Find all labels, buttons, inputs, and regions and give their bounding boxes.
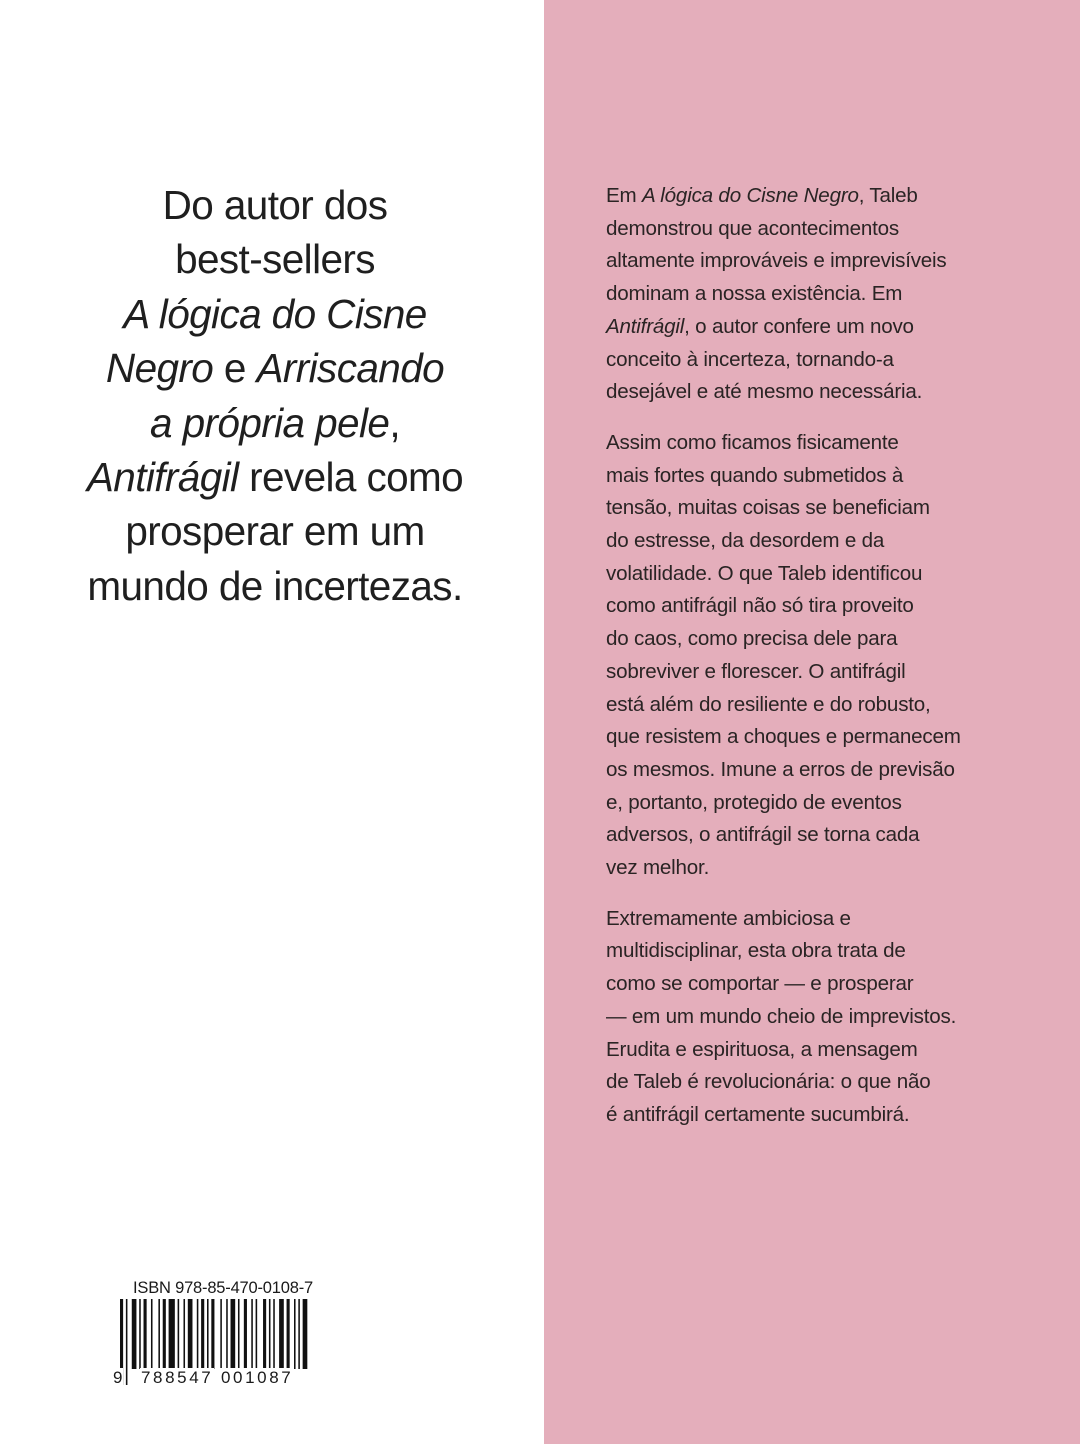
text-segment: do estresse, da desordem e da	[606, 529, 885, 553]
description-line	[606, 278, 1026, 311]
text-segment: sobreviver e florescer. O antifrágil	[606, 659, 906, 683]
text-segment: mais fortes quando submetidos à	[606, 463, 904, 487]
description-paragraph	[606, 903, 1026, 1132]
barcode-bar	[256, 1299, 258, 1369]
text-segment: tensão, muitas coisas se beneficiam	[606, 496, 930, 520]
text-segment: que resistem a choques e permanecem	[606, 725, 961, 749]
book-description	[606, 180, 1026, 1150]
barcode-bar	[158, 1299, 160, 1369]
text-segment: altamente improváveis e imprevisíveis	[606, 249, 947, 273]
italic-title-text: Antifrágil	[606, 314, 685, 338]
barcode-bar	[151, 1299, 153, 1369]
italic-title-text: Arriscando	[256, 345, 445, 392]
barcode-digits-left: 788547	[141, 1368, 214, 1387]
text-segment: do caos, como precisa dele para	[606, 627, 898, 651]
barcode-bar	[238, 1299, 240, 1369]
description-line	[606, 689, 1026, 722]
text-segment: como se comportar — e prosperar	[606, 972, 914, 996]
barcode-bar	[169, 1299, 175, 1369]
isbn-number: ISBN 978-85-470-0108-7	[133, 1279, 313, 1297]
barcode-digit-first: 9	[113, 1368, 123, 1387]
blurb-line	[40, 504, 510, 558]
text-segment: dominam a nossa existência. Em	[606, 282, 903, 306]
blurb-line	[40, 178, 510, 232]
text-segment: é antifrágil certamente sucumbirá.	[606, 1102, 910, 1126]
description-line	[606, 968, 1026, 1001]
description-line	[606, 1066, 1026, 1099]
description-line	[606, 787, 1026, 820]
text-segment: prosperar em um	[125, 508, 425, 555]
blurb-line	[40, 450, 510, 504]
barcode-bar	[279, 1299, 284, 1369]
text-segment: multidisciplinar, esta obra trata de	[606, 939, 906, 963]
description-paragraph	[606, 427, 1026, 885]
text-segment: de Taleb é revolucionária: o que não	[606, 1070, 931, 1094]
description-line	[606, 245, 1026, 278]
isbn-barcode-block	[112, 1279, 312, 1405]
barcode-bar	[231, 1299, 236, 1369]
blurb-line	[40, 287, 510, 341]
barcode-bar	[303, 1299, 308, 1369]
barcode-bar	[144, 1299, 147, 1369]
text-segment: Do autor dos	[162, 182, 388, 228]
text-segment: demonstrou que acontecimentos	[606, 216, 899, 240]
description-line	[606, 935, 1026, 968]
description-line	[606, 1001, 1026, 1034]
text-segment: e, portanto, protegido de eventos	[606, 790, 902, 814]
barcode-bar	[201, 1299, 204, 1369]
description-line	[606, 311, 1026, 344]
description-line	[606, 460, 1026, 493]
barcode-bar	[273, 1299, 275, 1369]
description-line	[606, 558, 1026, 591]
text-segment: Em	[606, 184, 643, 207]
barcode-bar	[251, 1299, 253, 1369]
barcode-bar	[226, 1299, 228, 1369]
text-segment: e	[213, 345, 257, 392]
text-segment: Assim como ficamos fisicamente	[606, 430, 899, 454]
barcode-bar	[132, 1299, 137, 1369]
barcode-bar	[126, 1299, 128, 1385]
barcode-bar	[163, 1299, 166, 1369]
barcode-bar	[298, 1299, 300, 1369]
blurb-line	[40, 341, 510, 395]
description-line	[606, 1034, 1026, 1067]
blurb-line	[40, 559, 510, 613]
text-segment: volatilidade. O que Taleb identificou	[606, 561, 923, 585]
barcode-bar	[183, 1299, 185, 1369]
description-line	[606, 852, 1026, 885]
italic-title-text: A lógica do Cisne Negro	[642, 184, 859, 207]
text-segment: — em um mundo cheio de imprevistos.	[606, 1004, 957, 1028]
description-line	[606, 590, 1026, 623]
text-segment: revela como	[238, 454, 464, 501]
barcode-bar	[207, 1299, 209, 1369]
blurb-line	[40, 396, 510, 450]
text-segment: está além do resiliente e do robusto,	[606, 692, 931, 716]
description-line	[606, 492, 1026, 525]
description-line	[606, 623, 1026, 656]
barcode-bar	[211, 1299, 214, 1369]
description-line	[606, 427, 1026, 460]
description-line	[606, 721, 1026, 754]
text-segment: desejável e até mesmo necessária.	[606, 380, 923, 404]
text-segment: ,	[389, 399, 400, 446]
text-segment: Erudita e espirituosa, a mensagem	[606, 1037, 918, 1061]
barcode-bar	[188, 1299, 193, 1369]
barcode-bar	[294, 1299, 296, 1369]
cover-blurb	[40, 178, 510, 613]
description-line	[606, 819, 1026, 852]
barcode-bar	[220, 1299, 222, 1369]
text-segment: , o autor confere um novo	[684, 314, 914, 338]
description-line	[606, 754, 1026, 787]
italic-title-text: A lógica do Cisne	[123, 290, 427, 337]
barcode-bar	[244, 1299, 247, 1369]
text-segment: adversos, o antifrágil se torna cada	[606, 823, 920, 847]
barcode-digits-right: 001087	[221, 1368, 294, 1387]
italic-title-text: Negro	[105, 345, 214, 392]
text-segment: como antifrágil não só tira proveito	[606, 594, 914, 618]
text-segment: Extremamente ambiciosa e	[606, 906, 851, 930]
italic-title-text: a própria pele	[150, 399, 390, 446]
description-line	[606, 344, 1026, 377]
description-line	[606, 180, 1026, 213]
text-segment: , Taleb	[858, 184, 918, 207]
barcode-bar	[197, 1299, 199, 1369]
text-segment: best-sellers	[175, 236, 375, 283]
description-paragraph	[606, 180, 1026, 409]
description-line	[606, 376, 1026, 409]
barcode-bar	[287, 1299, 290, 1369]
blurb-line	[40, 232, 510, 286]
italic-title-text: Antifrágil	[86, 454, 239, 501]
text-segment: conceito à incerteza, tornando-a	[606, 347, 894, 371]
description-line	[606, 656, 1026, 689]
description-line	[606, 1099, 1026, 1132]
description-line	[606, 903, 1026, 936]
text-segment: os mesmos. Imune a erros de previsão	[606, 757, 955, 781]
description-line	[606, 525, 1026, 558]
text-segment: mundo de incertezas.	[87, 562, 463, 609]
description-line	[606, 213, 1026, 246]
barcode-bar	[178, 1299, 180, 1369]
barcode-bar	[139, 1299, 141, 1369]
text-segment: vez melhor.	[606, 856, 710, 880]
